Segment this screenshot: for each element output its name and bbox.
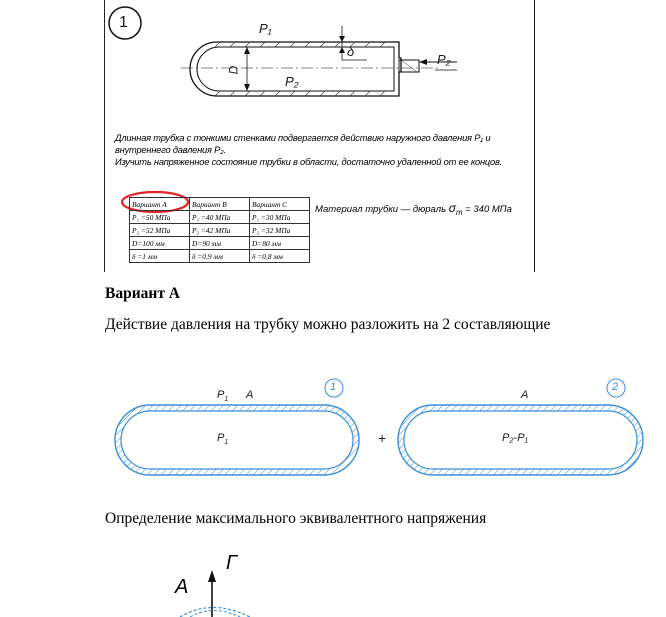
axis-arrow: [208, 570, 216, 582]
task-number: 1: [119, 14, 128, 31]
sigma-sub: т: [455, 207, 463, 217]
table-cell: δ =1 мм: [130, 250, 190, 263]
description-line: Изучить напряженное состояние трубки в области, достаточно удаленной от ее концов.: [115, 157, 503, 167]
variant-heading: Вариант А: [105, 285, 181, 302]
label-d: D: [226, 65, 241, 75]
table-cell: P₁ =50 МПа: [130, 211, 190, 224]
table-header: Вариант B: [190, 198, 250, 211]
task-image: [104, 0, 535, 272]
right-inner-label: P₂-P₁: [502, 432, 529, 444]
left-outer-p: $P_1$: [217, 389, 229, 404]
table-row: [130, 224, 310, 237]
label-delta: δ: [347, 44, 355, 59]
table-row: [130, 237, 310, 250]
detail-sketch: [150, 548, 290, 617]
sigma-symbol: σ: [448, 201, 456, 215]
tube-left-inner: [121, 411, 353, 469]
right-point-a: A: [521, 389, 529, 401]
plus-sign: +: [378, 430, 387, 446]
tube-hatching: [215, 42, 385, 96]
table-cell: P₁ =30 МПа: [250, 211, 310, 224]
table-cell: D=90 мм: [190, 237, 250, 250]
material-note: [315, 201, 512, 217]
table-cell: P₁ =40 МПа: [190, 211, 250, 224]
table-cell: D=100 мм: [130, 237, 190, 250]
table-cell: D=80 мм: [250, 237, 310, 250]
table-header: Вариант А: [130, 198, 190, 211]
circle-2-label: 2: [612, 381, 619, 393]
table-header: Вариант C: [250, 198, 310, 211]
table-cell: P₂ =42 МПа: [190, 224, 250, 237]
table-header-row: [130, 198, 310, 211]
table-cell: δ =0,9 мм: [190, 250, 250, 263]
description-line: Длинная трубка с тонкими стенками подвергается действию наружного давления P₁ и: [115, 133, 491, 143]
table-cell: P₂ =52 МПа: [130, 224, 190, 237]
circle-1-label: 1: [330, 381, 337, 393]
table-cell: δ =0,8 мм: [250, 250, 310, 263]
task-description: [115, 132, 530, 168]
left-inner-p: $P_1$: [217, 432, 229, 447]
label-p1: P₁: [259, 21, 272, 36]
variants-table: [129, 197, 310, 263]
description-line: внутреннего давления P₂.: [115, 145, 226, 155]
table-row: [130, 250, 310, 263]
material-value: = 340 МПа: [465, 204, 512, 215]
material-text: Материал трубки — дюраль: [315, 204, 447, 215]
left-point-a: A: [246, 389, 254, 401]
table-cell: P₂ =32 МПа: [250, 224, 310, 237]
detail-svg: [150, 548, 290, 617]
detail-point-a: A: [175, 576, 189, 598]
label-p2: P₂: [437, 52, 451, 67]
decomposition-figure: [105, 375, 660, 485]
p2-arrow: [419, 59, 427, 65]
label-p2-inner: P₂: [285, 74, 299, 89]
detail-axis-label: Г: [226, 552, 237, 574]
table-row: [130, 211, 310, 224]
paragraph-equivalent-stress: Определение максимального эквивалентного напряжения: [105, 510, 487, 527]
paragraph-decompose: Действие давления на трубку можно разложить на 2 составляющие: [105, 316, 551, 333]
